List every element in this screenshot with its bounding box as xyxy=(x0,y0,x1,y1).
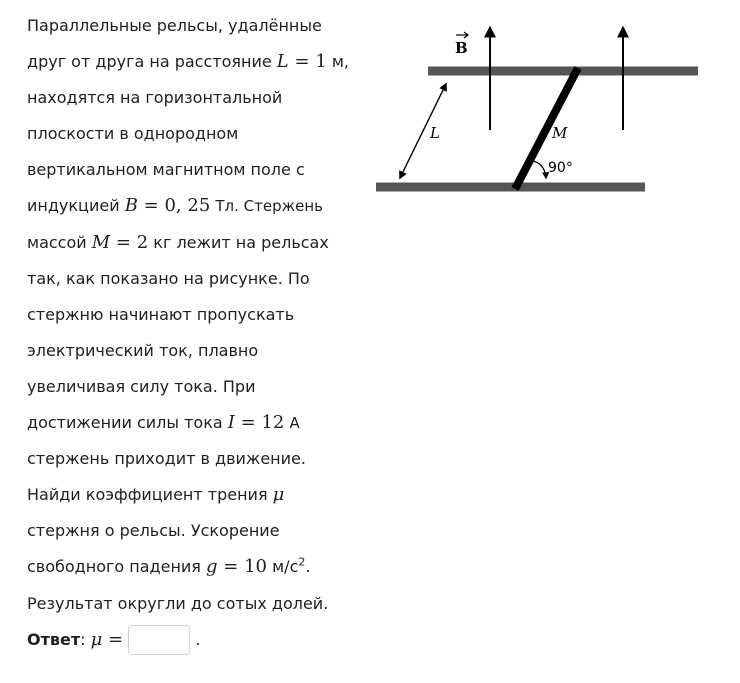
problem-line: вертикальном магнитном поле с xyxy=(27,160,305,180)
var-B: B xyxy=(124,195,138,217)
problem-line: увеличивая силу тока. При xyxy=(27,376,256,396)
problem-line: Результат округли до сотых долей. xyxy=(27,593,329,613)
text-segment: массой xyxy=(27,232,87,252)
problem-line: стержню начинают пропускать xyxy=(27,304,295,324)
var-g: g xyxy=(206,556,218,578)
var-M: M xyxy=(91,231,111,253)
answer-colon: : xyxy=(80,629,86,649)
answer-label: Ответ xyxy=(27,629,81,649)
sentence-end: . xyxy=(305,557,311,577)
mass-label: M xyxy=(552,124,568,142)
var-I: I xyxy=(227,412,235,434)
text-segment: друг от друга на расстояние xyxy=(27,52,272,72)
field-label: B xyxy=(455,39,468,57)
equals: = xyxy=(108,628,124,650)
problem-line: так, как показано на рисунке. По xyxy=(27,268,310,288)
unit-B: Тл. Стержень xyxy=(215,197,324,216)
problem-line: стержня о рельсы. Ускорение xyxy=(27,521,280,541)
var-mu: μ xyxy=(90,628,103,650)
unit-I: А xyxy=(289,414,300,433)
distance-label: L xyxy=(430,124,440,142)
unit-M: кг лежит на рельсах xyxy=(153,232,329,252)
text-segment: индукцией xyxy=(27,196,120,216)
value-B: 0, 25 xyxy=(164,195,211,217)
value-M: 2 xyxy=(136,231,149,253)
var-L: L xyxy=(276,51,289,73)
unit-L: м, xyxy=(331,52,350,72)
value-I: 12 xyxy=(261,412,285,434)
equals: = xyxy=(115,231,132,253)
unit-g-exponent: 2 xyxy=(298,556,306,570)
problem-line: Параллельные рельсы, удалённые xyxy=(27,16,322,35)
unit-g: м/с xyxy=(272,557,299,577)
value-L: 1 xyxy=(315,51,327,73)
text-segment: достижении силы тока xyxy=(27,413,223,433)
equals: = xyxy=(143,195,159,217)
equals: = xyxy=(294,51,310,73)
problem-line: находятся на горизонтальной xyxy=(27,88,283,108)
text-segment: свободного падения xyxy=(27,557,201,577)
problem-line: электрический ток, плавно xyxy=(27,340,259,360)
equals: = xyxy=(223,556,239,578)
value-g: 10 xyxy=(244,556,268,578)
angle-label: 90° xyxy=(548,160,573,176)
problem-line: плоскости в однородном xyxy=(27,124,239,144)
equals: = xyxy=(240,412,256,434)
answer-end: . xyxy=(195,629,201,649)
var-mu: μ xyxy=(272,484,285,506)
text-segment: Найди коэффициент трения xyxy=(27,485,268,505)
problem-line: стержень приходит в движение. xyxy=(27,449,306,469)
